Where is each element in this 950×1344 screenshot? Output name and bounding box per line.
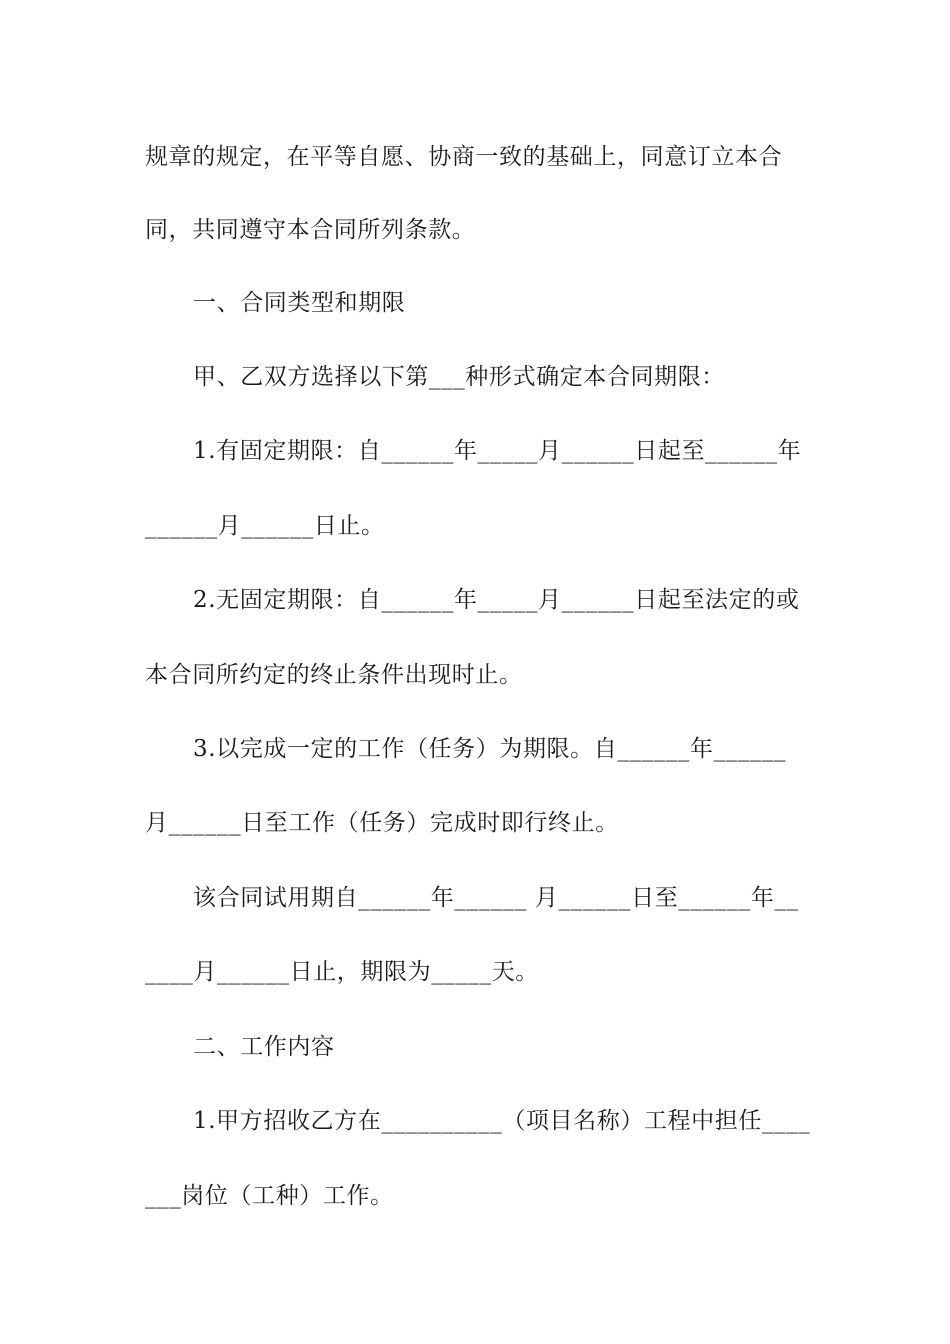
clause-line: 1.甲方招收乙方在__________（项目名称）工程中担任____ <box>193 1108 811 1134</box>
clause-line: 2.无固定期限：自______年_____月______日起至法定的或 <box>193 587 800 613</box>
paragraph-line: ____月______日止，期限为_____天。 <box>145 959 539 985</box>
paragraph-line: 甲、乙双方选择以下第___种形式确定本合同期限： <box>193 364 725 390</box>
paragraph-line: 该合同试用期自______年______ 月______日至______年__ <box>193 885 799 911</box>
clause-line: 3.以完成一定的工作（任务）为期限。自______年______ <box>193 736 787 762</box>
section-heading: 二、工作内容 <box>193 1034 335 1060</box>
paragraph-line: 同，共同遵守本合同所列条款。 <box>145 217 476 243</box>
section-heading: 一、合同类型和期限 <box>193 290 406 316</box>
clause-line: ___岗位（工种）工作。 <box>145 1183 394 1209</box>
clause-line: ______月______日止。 <box>145 513 385 539</box>
clause-line: 1.有固定期限：自______年_____月______日起至______年 <box>193 438 802 464</box>
clause-line: 本合同所约定的终止条件出现时止。 <box>145 662 523 688</box>
clause-line: 月______日至工作（任务）完成时即行终止。 <box>145 810 619 836</box>
paragraph-line: 规章的规定，在平等自愿、协商一致的基础上，同意订立本合 <box>145 144 783 170</box>
